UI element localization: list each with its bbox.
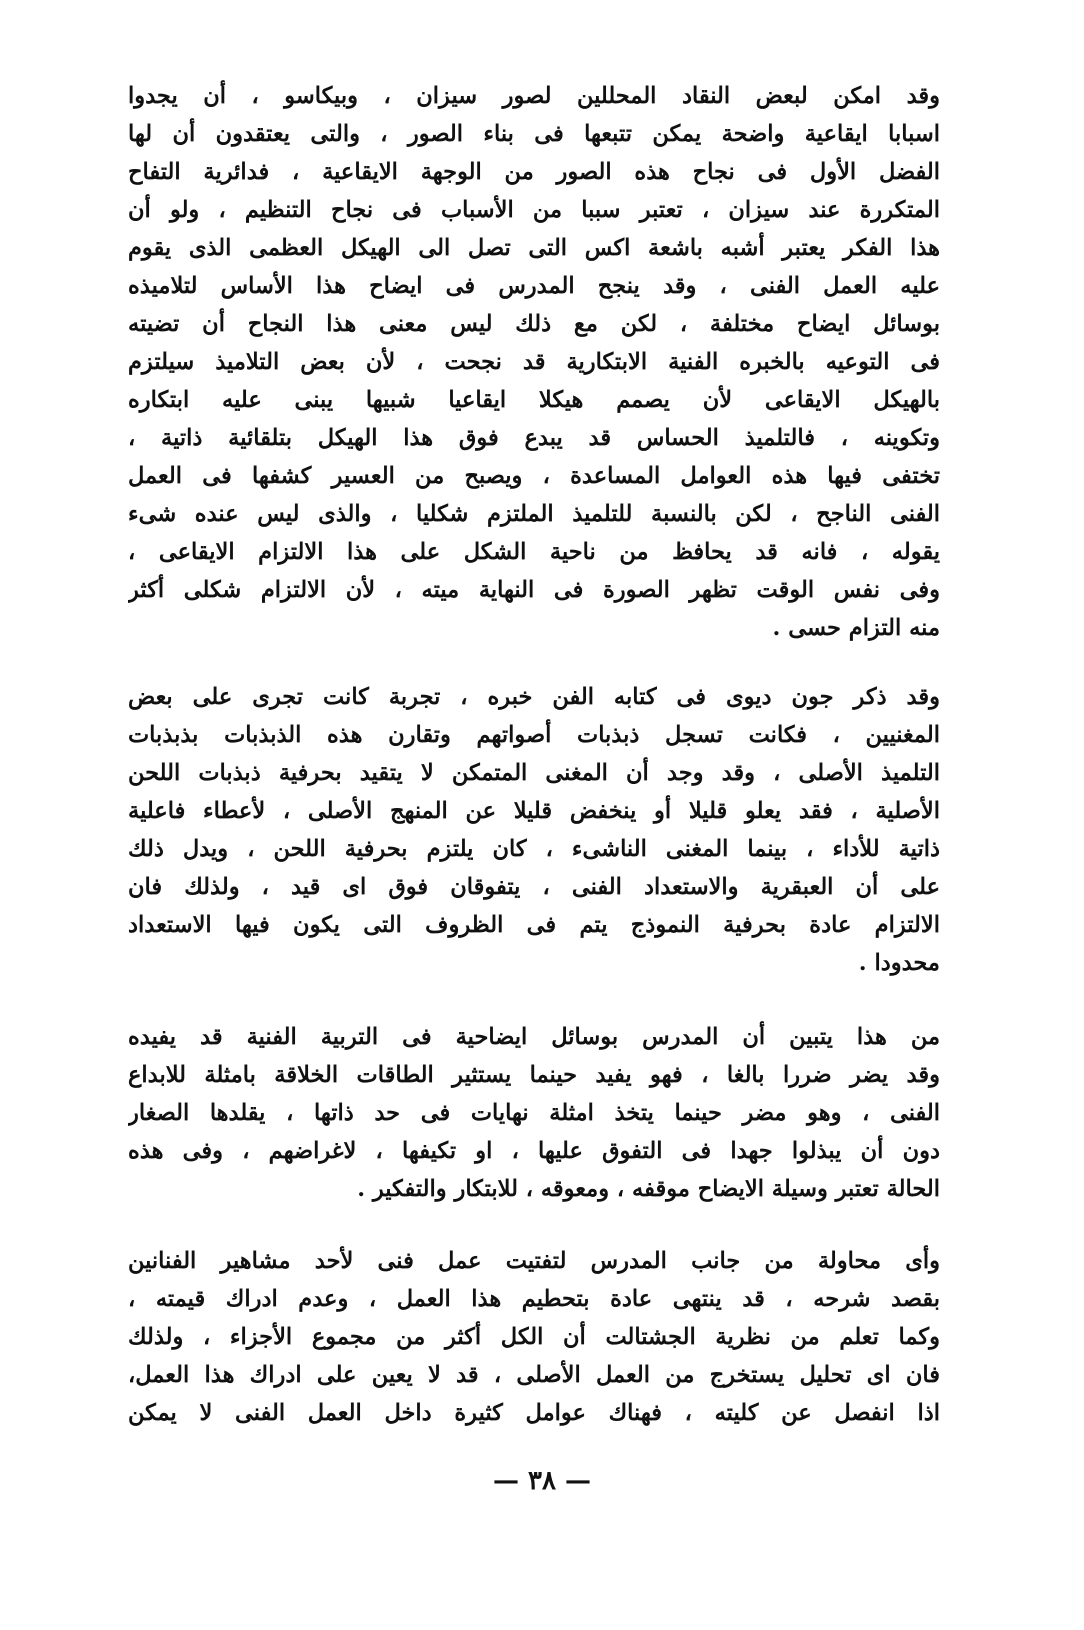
paragraph-4	[128, 1242, 940, 1432]
text-line: وتكوينه ، فالتلميذ الحساس قد يبدع فوق هذا الهيكل بتلقائية ذاتية ،	[128, 425, 940, 451]
text-line: الفضل الأول فى نجاح هذه الصور من الوجهة الايقاعية ، فدائرية التفاح	[128, 159, 940, 185]
text-line: من هذا يتبين أن المدرس بوسائل ايضاحية فى التربية الفنية قد يفيده	[128, 1024, 940, 1050]
text-line: الأصلية ، فقد يعلو قليلا أو ينخفض قليلا عن المنهج الأصلى ، لأعطاء فاعلية	[128, 798, 940, 824]
text-line: اذا انفصل عن كليته ، فهناك عوامل كثيرة داخل العمل الفنى لا يمكن	[128, 1400, 940, 1426]
text-line: يقوله ، فانه قد يحافظ من ناحية الشكل على هذا الالتزام الايقاعى ،	[128, 539, 940, 565]
text-line: دون أن يبذلوا جهدا فى التفوق عليها ، او تكيفها ، لاغراضهم ، وفى هذه	[128, 1138, 940, 1164]
text-line: وأى محاولة من جانب المدرس لتفتيت عمل فنى لأحد مشاهير الفنانين	[128, 1248, 940, 1274]
page-number: — ٣٨ —	[492, 1466, 592, 1496]
text-line: بالهيكل الايقاعى لأن يصمم هيكلا ايقاعيا شبيها يبنى عليه ابتكاره	[128, 387, 940, 413]
text-line: الفنى ، وهو مضر حينما يتخذ امثلة نهايات فى حد ذاتها ، يقلدها الصغار	[128, 1100, 940, 1126]
text-line: هذا الفكر يعتبر أشبه باشعة اكس التى تصل الى الهيكل العظمى الذى يقوم	[128, 235, 940, 261]
text-line: التلميذ الأصلى ، وقد وجد أن المغنى المتمكن لا يتقيد بحرفية ذبذبات اللحن	[128, 760, 940, 786]
text-line: الحالة تعتبر وسيلة الايضاح موقفه ، ومعوقه ، للابتكار والتفكير .	[357, 1176, 940, 1202]
text-line: المغنيين ، فكانت تسجل ذبذبات أصواتهم وتقارن هذه الذبذبات بذبذبات	[128, 722, 940, 748]
text-line: المتكررة عند سيزان ، تعتبر سببا من الأسباب فى نجاح التنظيم ، ولو أن	[128, 197, 940, 223]
text-line: وقد ذكر جون ديوى فى كتابه الفن خبره ، تجربة كانت تجرى على بعض	[128, 684, 940, 710]
paragraph-3	[128, 1018, 940, 1208]
text-line: بوسائل ايضاح مختلفة ، لكن مع ذلك ليس معنى هذا النجاح أن تضيته	[128, 311, 940, 337]
text-line: على أن العبقرية والاستعداد الفنى ، يتفوقان فوق اى قيد ، ولذلك فان	[128, 874, 940, 900]
text-line: بقصد شرحه ، قد ينتهى عادة بتحطيم هذا العمل ، وعدم ادراك قيمته ،	[128, 1286, 940, 1312]
text-line: عليه العمل الفنى ، وقد ينجح المدرس فى ايضاح هذا الأساس لتلاميذه	[128, 273, 940, 299]
text-line: تختفى فيها هذه العوامل المساعدة ، ويصبح من العسير كشفها فى العمل	[128, 463, 940, 489]
text-line: وكما تعلم من نظرية الجشتالت أن الكل أكثر من مجموع الأجزاء ، ولذلك	[128, 1324, 940, 1350]
text-line: فان اى تحليل يستخرج من العمل الأصلى ، قد لا يعين على ادراك هذا العمل،	[128, 1362, 940, 1388]
text-line: وقد امكن لبعض النقاد المحللين لصور سيزان ، وبيكاسو ، أن يجدوا	[128, 83, 940, 109]
text-line: اسبابا ايقاعية واضحة يمكن تتبعها فى بناء الصور ، والتى يعتقدون أن لها	[128, 121, 940, 147]
paragraph-2	[128, 678, 940, 982]
text-line: وقد يضر ضررا بالغا ، فهو يفيد حينما يستثير الطاقات الخلاقة بامثلة للابداع	[128, 1062, 940, 1088]
text-line: منه التزام حسى .	[772, 615, 940, 641]
paragraph-1	[128, 77, 940, 647]
text-line: وفى نفس الوقت تظهر الصورة فى النهاية ميته ، لأن الالتزام شكلى أكثر	[128, 577, 940, 603]
text-line: محدودا .	[858, 950, 940, 976]
text-line: ذاتية للأداء ، بينما المغنى الناشىء ، كان يلتزم بحرفية اللحن ، ويدل ذلك	[128, 836, 940, 862]
text-line: الفنى الناجح ، لكن بالنسبة للتلميذ الملتزم شكليا ، والذى ليس عنده شىء	[128, 501, 940, 527]
text-line: الالتزام عادة بحرفية النموذج يتم فى الظروف التى يكون فيها الاستعداد	[128, 912, 940, 938]
text-line: فى التوعيه بالخبره الفنية الابتكارية قد نجحت ، لأن بعض التلاميذ سيلتزم	[128, 349, 940, 375]
